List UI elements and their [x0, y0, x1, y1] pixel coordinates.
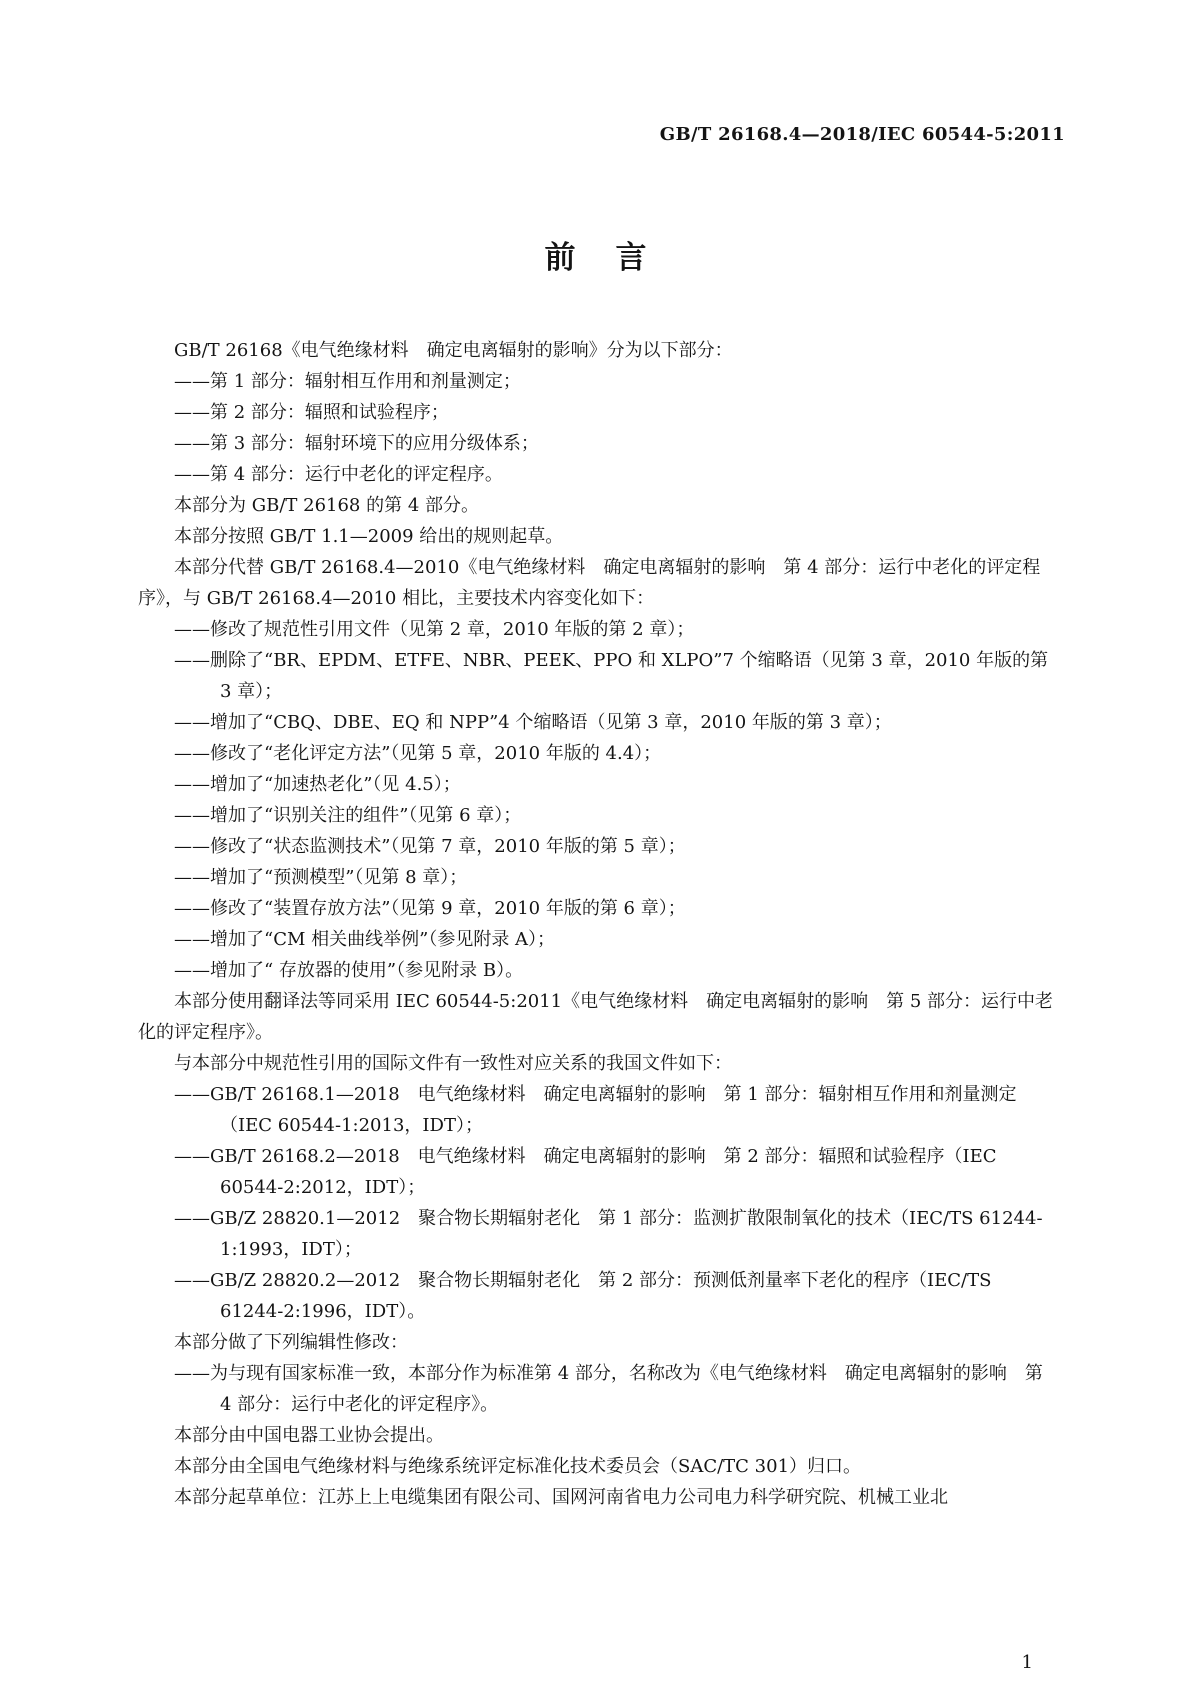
paragraph: 本部分由全国电气绝缘材料与绝缘系统评定标准化技术委员会（SAC/TC 301）归口。	[174, 1456, 862, 1477]
list-item: ——增加了“预测模型”（见第 8 章）；	[174, 867, 468, 888]
list-item: ——GB/Z 28820.1—2012 聚合物长期辐射老化 第 1 部分：监测扩散限制氧化的技术（IEC/TS 61244-1:1993，IDT）；	[174, 1208, 1043, 1260]
paragraph: 本部分为 GB/T 26168 的第 4 部分。	[174, 495, 479, 516]
list-item: ——增加了“ 存放器的使用”（参见附录 B）。	[174, 960, 524, 981]
list-item: ——增加了“识别关注的组件”（见第 6 章）；	[174, 805, 522, 826]
foreword-body	[138, 335, 1059, 1513]
standard-code: GB/T 26168.4—2018/IEC 60544-5:2011	[659, 124, 1065, 145]
list-item: ——增加了“CBQ、DBE、EQ 和 NPP”4 个缩略语（见第 3 章，2010 年版的第 3 章）；	[174, 712, 892, 733]
paragraph: 本部分做了下列编辑性修改：	[174, 1332, 408, 1353]
list-item: ——第 4 部分：运行中老化的评定程序。	[174, 464, 503, 485]
list-item: ——修改了“装置存放方法”（见第 9 章，2010 年版的第 6 章）；	[174, 898, 686, 919]
page-title: 前言	[544, 240, 687, 276]
paragraph: 本部分起草单位：江苏上上电缆集团有限公司、国网河南省电力公司电力科学研究院、机械工业北	[174, 1487, 948, 1508]
list-item: ——删除了“BR、EPDM、ETFE、NBR、PEEK、PPO 和 XLPO”7 个缩略语（见第 3 章，2010 年版的第 3 章）；	[174, 650, 1049, 702]
list-item: ——GB/T 26168.2—2018 电气绝缘材料 确定电离辐射的影响 第 2 部分：辐照和试验程序（IEC 60544-2:2012，IDT）；	[174, 1146, 997, 1198]
list-item: ——修改了“状态监测技术”（见第 7 章，2010 年版的第 5 章）；	[174, 836, 686, 857]
list-item: ——GB/Z 28820.2—2012 聚合物长期辐射老化 第 2 部分：预测低剂量率下老化的程序（IEC/TS 61244-2:1996，IDT）。	[174, 1270, 992, 1322]
paragraph: 本部分由中国电器工业协会提出。	[174, 1425, 444, 1446]
list-item: ——GB/T 26168.1—2018 电气绝缘材料 确定电离辐射的影响 第 1 部分：辐射相互作用和剂量测定（IEC 60544-1:2013，IDT）；	[174, 1084, 1017, 1136]
list-item: ——修改了“老化评定方法”（见第 5 章，2010 年版的 4.4）；	[174, 743, 662, 764]
paragraph: 本部分代替 GB/T 26168.4—2010《电气绝缘材料 确定电离辐射的影响 第 4 部分：运行中老化的评定程序》，与 GB/T 26168.4—2010 相比，主要技术内容变化如下：	[138, 557, 1041, 609]
list-item: ——第 2 部分：辐照和试验程序；	[174, 402, 449, 423]
list-item: ——第 1 部分：辐射相互作用和剂量测定；	[174, 371, 521, 392]
paragraph: GB/T 26168《电气绝缘材料 确定电离辐射的影响》分为以下部分：	[174, 340, 733, 361]
paragraph: 本部分使用翻译法等同采用 IEC 60544-5:2011《电气绝缘材料 确定电离辐射的影响 第 5 部分：运行中老化的评定程序》。	[138, 991, 1054, 1043]
list-item: ——增加了“CM 相关曲线举例”（参见附录 A）；	[174, 929, 556, 950]
list-item: ——修改了规范性引用文件（见第 2 章，2010 年版的第 2 章）；	[174, 619, 695, 640]
list-item: ——为与现有国家标准一致，本部分作为标准第 4 部分，名称改为《电气绝缘材料 确定电离辐射的影响 第 4 部分：运行中老化的评定程序》。	[174, 1363, 1043, 1415]
list-item: ——增加了“加速热老化”（见 4.5）；	[174, 774, 461, 795]
paragraph: 本部分按照 GB/T 1.1—2009 给出的规则起草。	[174, 526, 564, 547]
paragraph: 与本部分中规范性引用的国际文件有一致性对应关系的我国文件如下：	[174, 1053, 732, 1074]
list-item: ——第 3 部分：辐射环境下的应用分级体系；	[174, 433, 539, 454]
page-number: 1	[1021, 1652, 1033, 1673]
